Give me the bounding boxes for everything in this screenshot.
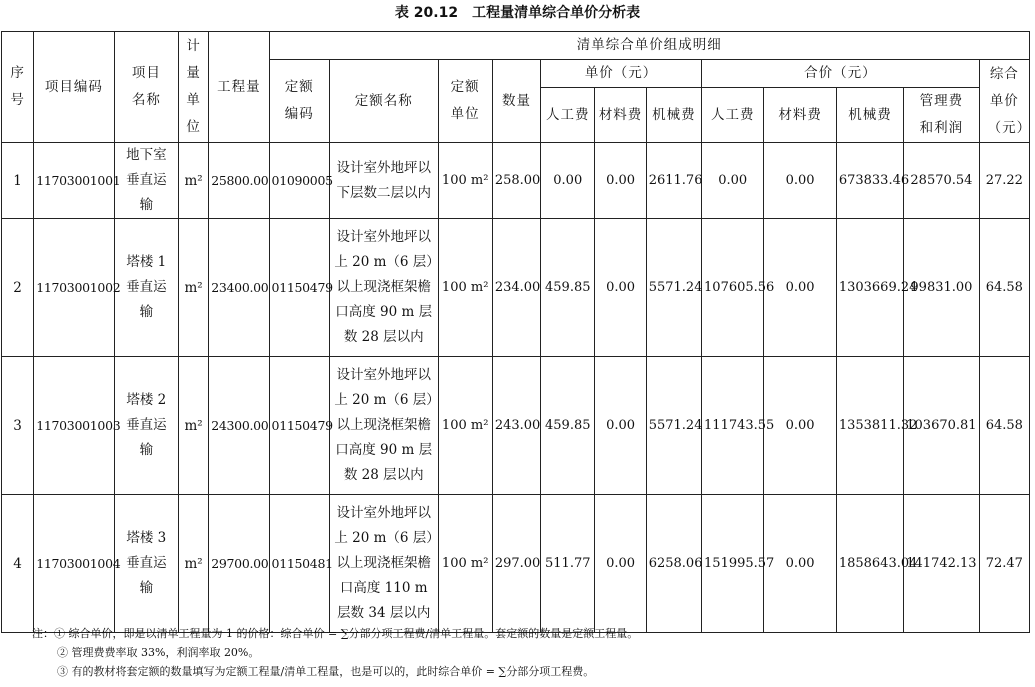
cell-amount: 258.00 (492, 143, 540, 219)
table-row (2, 495, 1030, 633)
header-material-total: 材料费 (764, 88, 836, 143)
header-seq: 序号 (2, 32, 34, 143)
cell-machine: 5571.24 (646, 357, 701, 495)
cell-code: 11703001001 (34, 143, 114, 219)
header-labor-total: 人工费 (702, 88, 764, 143)
header-quota-code: 定额编码 (269, 60, 329, 143)
cell-quota-name: 设计室外地坪以下层数二层以内 (329, 143, 438, 219)
cell-material: 0.00 (595, 495, 646, 633)
header-machine-total: 机械费 (836, 88, 903, 143)
cell-material: 0.00 (595, 143, 646, 219)
cell-name: 塔楼 3 垂直运输 (114, 495, 178, 633)
cell-mgmt: 103670.81 (904, 357, 979, 495)
cell-mgmt: 99831.00 (904, 219, 979, 357)
cell-code: 11703001004 (34, 495, 114, 633)
cell-quota-code: 01150481 (269, 495, 329, 633)
cell-unit: m² (179, 357, 209, 495)
header-amount: 数量 (492, 60, 540, 143)
header-name: 项目名称 (114, 32, 178, 143)
header-qty: 工程量 (209, 32, 269, 143)
header-labor: 人工费 (541, 88, 595, 143)
unit-price-analysis-table (1, 31, 1030, 633)
cell-machine: 5571.24 (646, 219, 701, 357)
cell-material-total: 0.00 (764, 219, 836, 357)
cell-unit: m² (179, 219, 209, 357)
table-row (2, 143, 1030, 219)
header-detail: 清单综合单价组成明细 (269, 32, 1029, 60)
header-machine: 机械费 (646, 88, 701, 143)
cell-quota-name: 设计室外地坪以上 20 m（6 层）以上现浇框架檐口高度 90 m 层数 28 层以内 (329, 357, 438, 495)
table-row (2, 357, 1030, 495)
cell-qty: 29700.00 (209, 495, 269, 633)
cell-quota-unit: 100 m² (438, 219, 492, 357)
cell-unit: m² (179, 495, 209, 633)
cell-labor-total: 0.00 (702, 143, 764, 219)
cell-material-total: 0.00 (764, 143, 836, 219)
cell-labor-total: 107605.56 (702, 219, 764, 357)
cell-quota-code: 01090005 (269, 143, 329, 219)
header-row-1 (2, 32, 1030, 60)
cell-quota-code: 01150479 (269, 357, 329, 495)
cell-name: 塔楼 1 垂直运输 (114, 219, 178, 357)
note-1: 注：① 综合单价，即是以清单工程量为 1 的价格：综合单价 = ∑分部分项工程费/清单工程量。套定额的数量是定额工程量。 (32, 627, 639, 640)
cell-labor: 511.77 (541, 495, 595, 633)
cell-material-total: 0.00 (764, 357, 836, 495)
cell-material-total: 0.00 (764, 495, 836, 633)
cell-quota-unit: 100 m² (438, 143, 492, 219)
cell-seq: 3 (2, 357, 34, 495)
header-composite: 综合单价（元） (979, 60, 1029, 143)
cell-name: 塔楼 2 垂直运输 (114, 357, 178, 495)
cell-composite: 27.22 (979, 143, 1029, 219)
header-code: 项目编码 (34, 32, 114, 143)
header-material: 材料费 (595, 88, 646, 143)
cell-amount: 243.00 (492, 357, 540, 495)
table-row (2, 219, 1030, 357)
cell-composite: 72.47 (979, 495, 1029, 633)
cell-quota-unit: 100 m² (438, 357, 492, 495)
cell-amount: 234.00 (492, 219, 540, 357)
header-mgmt: 管理费和利润 (904, 88, 979, 143)
cell-labor: 459.85 (541, 219, 595, 357)
cell-machine-total: 1858643.04 (836, 495, 903, 633)
cell-material: 0.00 (595, 357, 646, 495)
cell-seq: 2 (2, 219, 34, 357)
table-caption: 表 20.12 工程量清单综合单价分析表 (394, 5, 641, 21)
cell-machine: 6258.06 (646, 495, 701, 633)
cell-composite: 64.58 (979, 219, 1029, 357)
cell-seq: 4 (2, 495, 34, 633)
cell-quota-name: 设计室外地坪以上 20 m（6 层）以上现浇框架檐口高度 110 m 层数 34 层以内 (329, 495, 438, 633)
cell-code: 11703001003 (34, 357, 114, 495)
cell-machine-total: 1353811.32 (836, 357, 903, 495)
cell-labor: 0.00 (541, 143, 595, 219)
cell-unit: m² (179, 143, 209, 219)
cell-machine-total: 1303669.24 (836, 219, 903, 357)
cell-composite: 64.58 (979, 357, 1029, 495)
cell-material: 0.00 (595, 219, 646, 357)
cell-labor-total: 111743.55 (702, 357, 764, 495)
cell-qty: 25800.00 (209, 143, 269, 219)
cell-mgmt: 141742.13 (904, 495, 979, 633)
header-total-price: 合价（元） (702, 60, 980, 88)
cell-amount: 297.00 (492, 495, 540, 633)
cell-labor: 459.85 (541, 357, 595, 495)
cell-machine: 2611.76 (646, 143, 701, 219)
cell-qty: 24300.00 (209, 357, 269, 495)
header-unit-price: 单价（元） (541, 60, 702, 88)
cell-quota-unit: 100 m² (438, 495, 492, 633)
note-3: ③ 有的教材将套定额的数量填写为定额工程量/清单工程量，也是可以的，此时综合单价 = ∑分部分项工程费。 (57, 665, 595, 678)
note-2: ② 管理费费率取 33%，利润率取 20%。 (57, 646, 260, 659)
cell-qty: 23400.00 (209, 219, 269, 357)
cell-quota-name: 设计室外地坪以上 20 m（6 层）以上现浇框架檐口高度 90 m 层数 28 层以内 (329, 219, 438, 357)
header-quota-unit: 定额单位 (438, 60, 492, 143)
header-quota-name: 定额名称 (329, 60, 438, 143)
cell-labor-total: 151995.57 (702, 495, 764, 633)
header-unit: 计量单位 (179, 32, 209, 143)
cell-quota-code: 01150479 (269, 219, 329, 357)
cell-machine-total: 673833.46 (836, 143, 903, 219)
cell-code: 11703001002 (34, 219, 114, 357)
cell-mgmt: 28570.54 (904, 143, 979, 219)
cell-name: 地下室垂直运输 (114, 143, 178, 219)
cell-seq: 1 (2, 143, 34, 219)
table-notes (32, 624, 638, 681)
